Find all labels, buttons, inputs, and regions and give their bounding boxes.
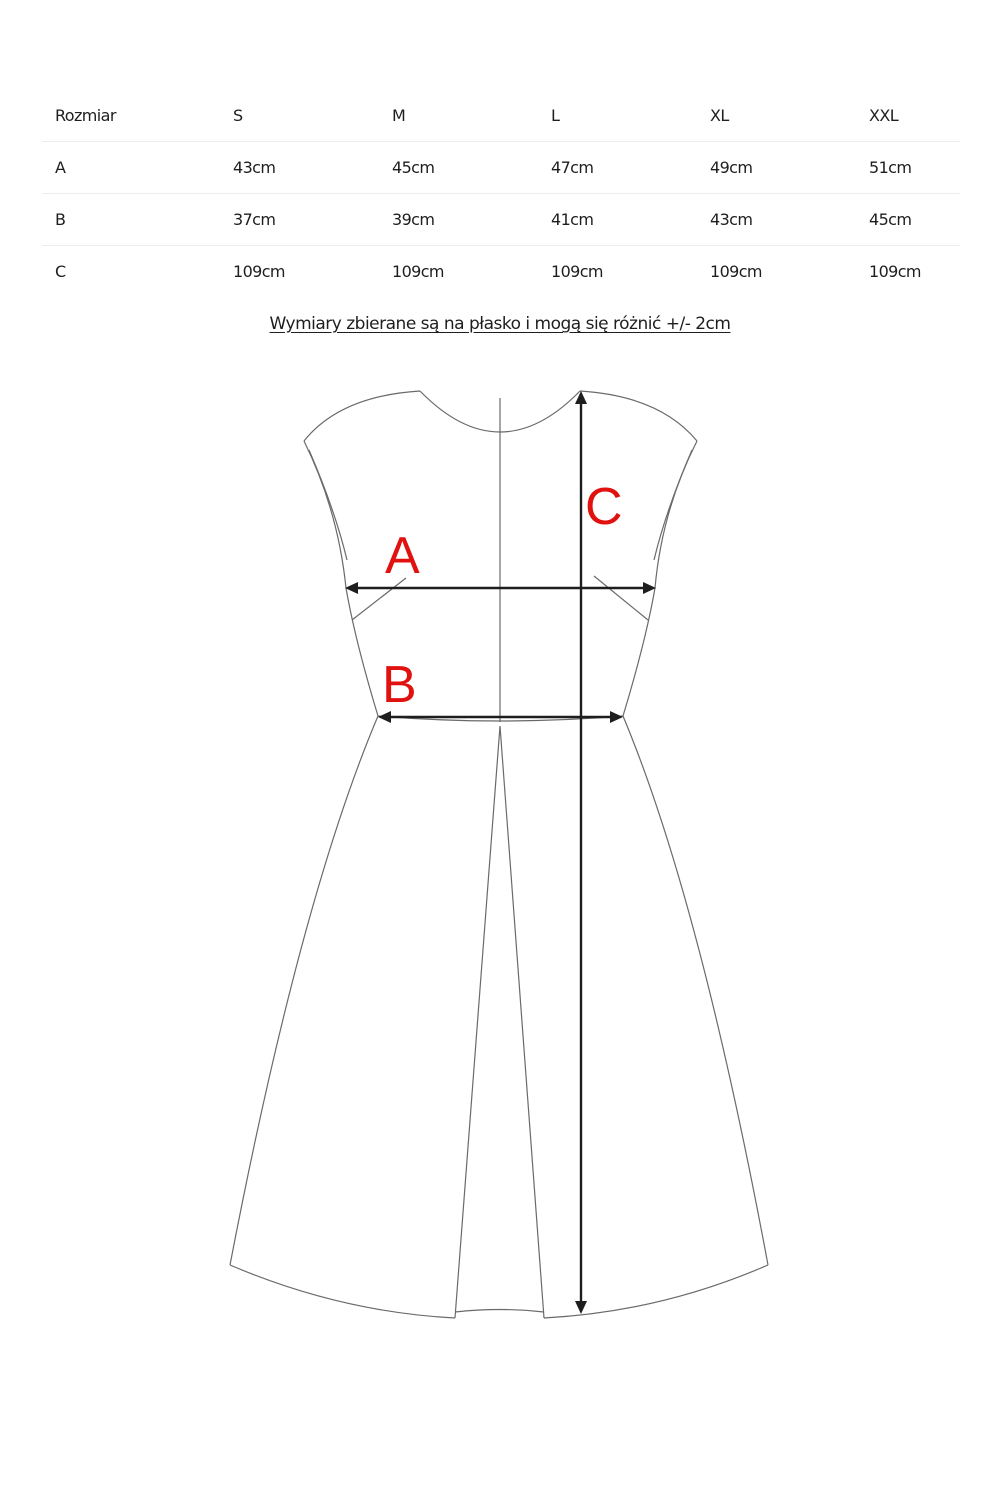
table-cell: 39cm xyxy=(392,210,435,229)
dress-outline xyxy=(230,391,768,1318)
dress-hem-left xyxy=(230,1265,455,1318)
table-cell: 43cm xyxy=(233,158,276,177)
dress-shoulder-left xyxy=(304,391,420,441)
dress-bodice-right xyxy=(623,588,655,716)
table-cell: 109cm xyxy=(710,262,762,281)
table-cell: 109cm xyxy=(392,262,444,281)
table-cell: 43cm xyxy=(710,210,753,229)
measure-c-arrow-top xyxy=(575,391,587,404)
dress-skirt-right xyxy=(623,716,768,1265)
measure-c xyxy=(575,391,623,1314)
row-label: A xyxy=(55,158,66,177)
header-cell: L xyxy=(551,106,560,125)
measure-c-arrow-bottom xyxy=(575,1301,587,1314)
measure-c-label: C xyxy=(585,478,623,536)
header-cell: XL xyxy=(710,106,729,125)
table-cell: 45cm xyxy=(392,158,435,177)
measurement-note-text: Wymiary zbierane są na płasko i mogą się różnić +/- 2cm xyxy=(269,314,731,334)
header-cell: S xyxy=(233,106,243,125)
table-cell: 109cm xyxy=(233,262,285,281)
dress-pleat-right xyxy=(500,726,544,1318)
dress-sleeve-right xyxy=(655,441,697,588)
header-cell: Rozmiar xyxy=(55,106,116,125)
dress-hem-right xyxy=(544,1265,768,1318)
dress-bodice-left xyxy=(346,588,378,716)
table-cell: 41cm xyxy=(551,210,594,229)
table-cell: 45cm xyxy=(869,210,912,229)
dress-sleeve-left xyxy=(304,441,346,588)
row-label: C xyxy=(55,262,66,281)
table-cell: 109cm xyxy=(551,262,603,281)
dress-armhole-inner-left xyxy=(309,450,347,560)
measure-b-label: B xyxy=(382,656,417,714)
table-cell: 109cm xyxy=(869,262,921,281)
dress-armhole-inner-right xyxy=(654,450,692,560)
table-cell: 37cm xyxy=(233,210,276,229)
dress-shoulder-right xyxy=(580,391,697,441)
dress-dart-right xyxy=(594,576,648,620)
measure-b-arrow-right xyxy=(610,711,623,723)
header-cell: M xyxy=(392,106,406,125)
row-label: B xyxy=(55,210,66,229)
dress-pleat-left xyxy=(455,726,500,1318)
table-cell: 49cm xyxy=(710,158,753,177)
dress-pleat-bottom xyxy=(455,1310,544,1313)
header-cell: XXL xyxy=(869,106,899,125)
measure-a-label: A xyxy=(385,527,420,585)
table-cell: 47cm xyxy=(551,158,594,177)
table-cell: 51cm xyxy=(869,158,912,177)
dress-skirt-left xyxy=(230,716,378,1265)
